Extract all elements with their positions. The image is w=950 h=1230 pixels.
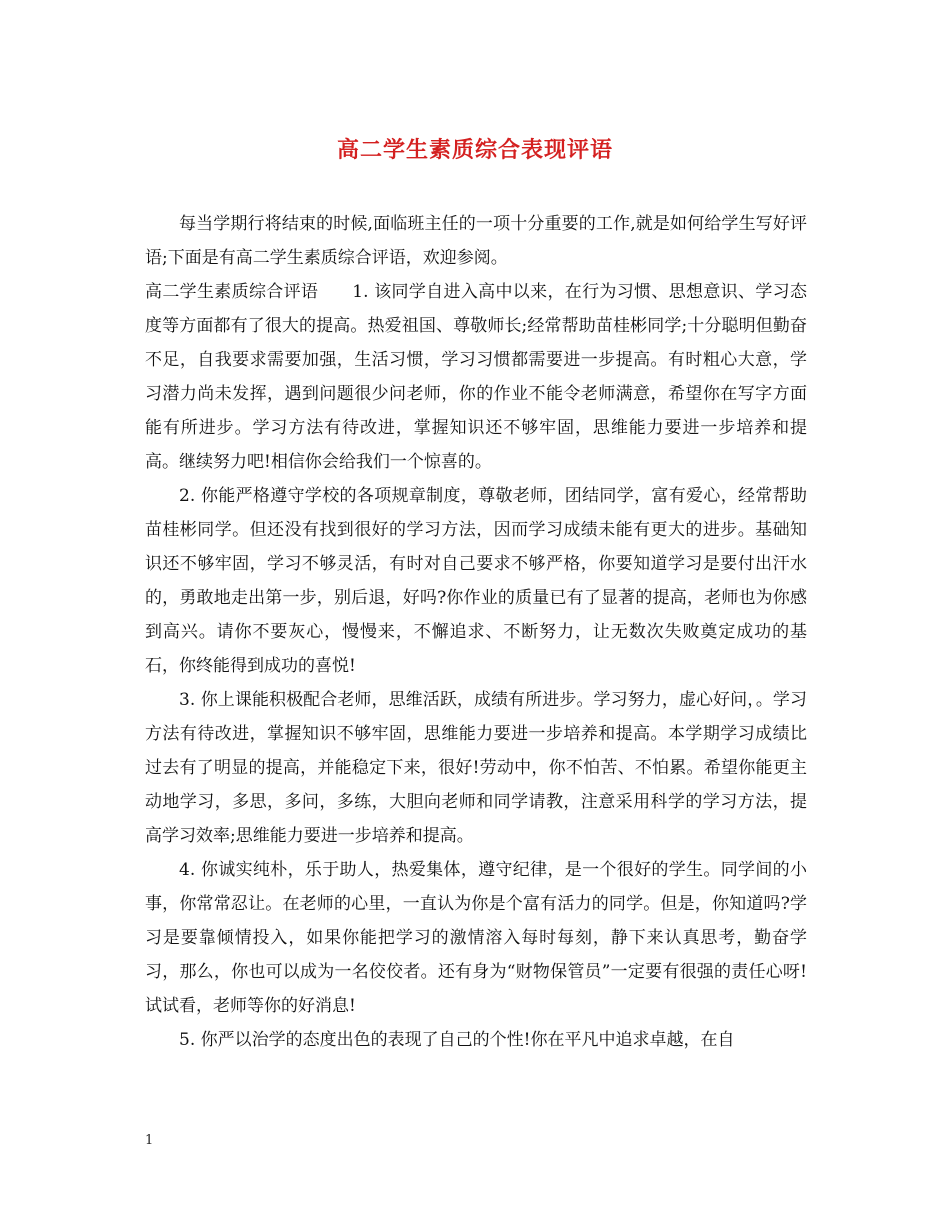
comment-paragraph-5: 5. 你严以治学的态度出色的表现了自己的个性!你在平凡中追求卓越，在自 xyxy=(179,1030,735,1050)
document-body xyxy=(145,207,807,1057)
intro-paragraph: 每当学期行将结束的时候,面临班主任的一项十分重要的工作,就是如何给学生写好评语;下面是有高二学生素质综合评语，欢迎参阅。 xyxy=(145,214,807,268)
comment-paragraph-2: 2. 你能严格遵守学校的各项规章制度，尊敬老师，团结同学，富有爱心，经常帮助苗桂彬同学。但还没有找到很好的学习方法，因而学习成绩未能有更大的进步。基础知识还不够牢固，学习不够灵活，有时对自己要求不够严格，你要知道学习是要付出汗水的，勇敢地走出第一步，别后退，好吗?你作业的质量已有了显著的提高，老师也为你感到高兴。请你不要灰心，慢慢来，不懈追求、不断努力，让无数次失败奠定成功的基石，你终能得到成功的喜悦! xyxy=(145,486,807,676)
section-label: 高二学生素质综合评语 xyxy=(145,282,319,302)
comment-text-1: 1. 该同学自进入高中以来，在行为习惯、思想意识、学习态度等方面都有了很大的提高。热爱祖国、尊敬师长;经常帮助苗桂彬同学;十分聪明但勤奋不足，自我要求需要加强，生活习惯，学习习惯都需要进一步提高。有时粗心大意，学习潜力尚未发挥，遇到问题很少问老师，你的作业不能令老师满意，希望你在写字方面能有所进步。学习方法有待改进，掌握知识还不够牢固，思维能力要进一步培养和提高。继续努力吧!相信你会给我们一个惊喜的。 xyxy=(145,282,807,472)
document-title: 高二学生素质综合表现评语 xyxy=(336,137,613,163)
comment-paragraph-1 xyxy=(145,275,807,479)
comment-paragraph-4: 4. 你诚实纯朴，乐于助人，热爱集体，遵守纪律，是一个很好的学生。同学间的小事，你常常忍让。在老师的心里，一直认为你是个富有活力的同学。但是，你知道吗?学习是要靠倾情投入，如果你能把学习的激情溶入每时每刻，静下来认真思考，勤奋学习，那么，你也可以成为一名佼佼者。还有身为“财物保管员”一定要有很强的责任心呀!试试看，老师等你的好消息! xyxy=(145,860,807,1016)
page-number: 1 xyxy=(145,1133,154,1148)
comment-paragraph-3: 3. 你上课能积极配合老师，思维活跃，成绩有所进步。学习努力，虚心好问，。学习方法有待改进，掌握知识不够牢固，思维能力要进一步培养和提高。本学期学习成绩比过去有了明显的提高，并能稳定下来，很好!劳动中，你不怕苦、不怕累。希望你能更主动地学习，多思，多问，多练，大胆向老师和同学请教，注意采用科学的学习方法，提高学习效率;思维能力要进一步培养和提高。 xyxy=(145,690,807,846)
